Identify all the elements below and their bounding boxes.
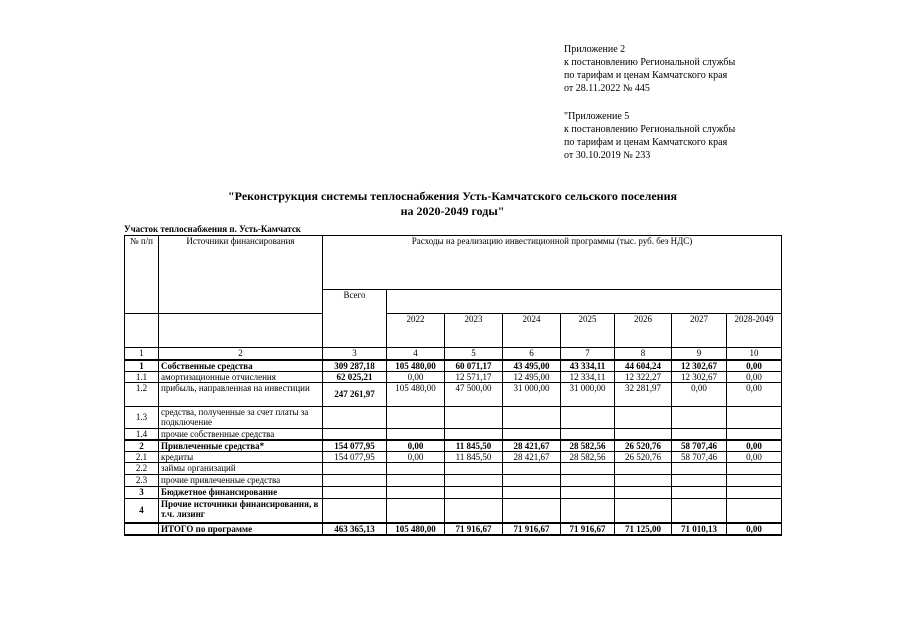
header-spacer <box>159 314 323 348</box>
col-number: 7 <box>561 348 615 360</box>
annex-previous-reference <box>564 110 735 162</box>
header-year: 2025 <box>561 314 615 348</box>
row-value: 0,00 <box>727 440 782 452</box>
annex-line: Приложение 2 <box>564 44 626 55</box>
row-value: 0,00 <box>727 523 782 535</box>
row-value: 105 480,00 <box>387 382 445 406</box>
row-num: 4 <box>125 498 159 523</box>
row-value <box>445 486 503 498</box>
row-value: 31 000,00 <box>503 382 561 406</box>
section-label: Участок теплоснабжения п. Усть-Камчатск <box>124 224 301 234</box>
row-value <box>445 428 503 440</box>
row-total: 154 077,95 <box>323 451 387 462</box>
row-value <box>387 428 445 440</box>
annex-current-reference <box>564 43 735 95</box>
row-num: 1.4 <box>125 428 159 440</box>
row-value: 31 000,00 <box>561 382 615 406</box>
row-value <box>445 406 503 428</box>
title-line-1: "Реконструкция системы теплоснабжения Усть-Камчатского сельского поселения <box>228 189 677 203</box>
row-value: 44 604,24 <box>615 360 672 372</box>
table-row <box>125 440 782 452</box>
row-value <box>615 498 672 523</box>
col-number: 5 <box>445 348 503 360</box>
row-value: 11 845,50 <box>445 440 503 452</box>
row-value: 43 334,11 <box>561 360 615 372</box>
financing-table <box>124 235 782 536</box>
table-row-total <box>125 523 782 535</box>
row-value <box>561 406 615 428</box>
row-total <box>323 498 387 523</box>
row-total: 463 365,13 <box>323 523 387 535</box>
table-row <box>125 451 782 462</box>
annex-line: от 30.10.2019 № 233 <box>564 150 651 161</box>
row-value: 0,00 <box>387 371 445 382</box>
row-value <box>727 486 782 498</box>
row-value: 12 322,27 <box>615 371 672 382</box>
row-value: 28 421,67 <box>503 440 561 452</box>
row-value <box>503 406 561 428</box>
row-value <box>445 462 503 474</box>
row-num: 1 <box>125 360 159 372</box>
row-value: 32 281,97 <box>615 382 672 406</box>
row-value: 12 495,00 <box>503 371 561 382</box>
row-value: 28 582,56 <box>561 440 615 452</box>
row-name: средства, полученные за счет платы за подключение <box>159 406 323 428</box>
col-number: 10 <box>727 348 782 360</box>
row-value <box>503 486 561 498</box>
row-value: 0,00 <box>727 360 782 372</box>
row-name: Прочие источники финансирования, в т.ч. лизинг <box>159 498 323 523</box>
row-value <box>727 428 782 440</box>
row-name: прочие привлеченные средства <box>159 474 323 486</box>
annex-line: к постановлению Региональной службы <box>564 57 736 68</box>
row-name: Бюджетное финансирование <box>159 486 323 498</box>
row-value: 60 071,17 <box>445 360 503 372</box>
row-name: амортизационные отчисления <box>159 371 323 382</box>
row-num: 1.3 <box>125 406 159 428</box>
row-value <box>503 428 561 440</box>
row-total: 62 025,21 <box>323 371 387 382</box>
row-value <box>387 474 445 486</box>
col-number: 2 <box>159 348 323 360</box>
row-value <box>672 474 727 486</box>
row-value <box>615 406 672 428</box>
row-num <box>125 523 159 535</box>
row-value: 0,00 <box>387 440 445 452</box>
row-value: 0,00 <box>727 382 782 406</box>
row-value <box>672 406 727 428</box>
row-value <box>727 406 782 428</box>
header-spacer <box>125 314 159 348</box>
row-value: 58 707,46 <box>672 451 727 462</box>
row-name: прочие собственные средства <box>159 428 323 440</box>
row-value <box>615 462 672 474</box>
annex-line: по тарифам и ценам Камчатского края <box>564 137 728 148</box>
col-number: 6 <box>503 348 561 360</box>
row-value <box>503 462 561 474</box>
header-year: 2023 <box>445 314 503 348</box>
header-expenses: Расходы на реализацию инвестиционной программы (тыс. руб. без НДС) <box>323 236 782 290</box>
row-value: 105 480,00 <box>387 523 445 535</box>
row-value <box>615 428 672 440</box>
row-value <box>727 474 782 486</box>
table-row <box>125 360 782 372</box>
row-num: 2.2 <box>125 462 159 474</box>
row-value: 43 495,00 <box>503 360 561 372</box>
row-value: 12 334,11 <box>561 371 615 382</box>
annex-line: к постановлению Региональной службы <box>564 124 736 135</box>
table-row <box>125 428 782 440</box>
row-num: 2.3 <box>125 474 159 486</box>
row-value <box>615 486 672 498</box>
row-value <box>615 474 672 486</box>
row-value <box>561 462 615 474</box>
row-value: 71 010,13 <box>672 523 727 535</box>
row-num: 2.1 <box>125 451 159 462</box>
row-value: 0,00 <box>672 382 727 406</box>
row-value <box>445 498 503 523</box>
table-row <box>125 462 782 474</box>
row-value <box>561 498 615 523</box>
row-value: 71 125,00 <box>615 523 672 535</box>
table-row <box>125 474 782 486</box>
col-number: 8 <box>615 348 672 360</box>
row-value <box>503 474 561 486</box>
row-total <box>323 406 387 428</box>
row-value: 28 582,56 <box>561 451 615 462</box>
header-num: № п/п <box>125 236 159 314</box>
column-number-row <box>125 348 782 360</box>
row-value: 71 916,67 <box>503 523 561 535</box>
row-total <box>323 474 387 486</box>
row-num: 1.1 <box>125 371 159 382</box>
header-sources: Источники финансирования <box>159 236 323 314</box>
annex-line: "Приложение 5 <box>564 111 630 122</box>
row-value: 71 916,67 <box>561 523 615 535</box>
row-value: 71 916,67 <box>445 523 503 535</box>
row-value: 0,00 <box>387 451 445 462</box>
header-year: 2027 <box>672 314 727 348</box>
annex-line: по тарифам и ценам Камчатского края <box>564 70 728 81</box>
row-value <box>561 474 615 486</box>
row-value <box>672 498 727 523</box>
title-line-2: на 2020-2049 годы" <box>400 204 505 218</box>
table-row <box>125 371 782 382</box>
row-value: 47 500,00 <box>445 382 503 406</box>
row-value: 11 845,50 <box>445 451 503 462</box>
row-total <box>323 462 387 474</box>
row-name: ИТОГО по программе <box>159 523 323 535</box>
row-name: прибыль, направленная на инвестиции <box>159 382 323 406</box>
row-total: 309 287,18 <box>323 360 387 372</box>
row-value <box>727 498 782 523</box>
row-num: 3 <box>125 486 159 498</box>
row-value: 12 302,67 <box>672 360 727 372</box>
table-row <box>125 406 782 428</box>
col-number: 1 <box>125 348 159 360</box>
row-total <box>323 428 387 440</box>
table-row <box>125 486 782 498</box>
row-value: 0,00 <box>727 451 782 462</box>
row-value: 28 421,67 <box>503 451 561 462</box>
table-row <box>125 498 782 523</box>
row-name: кредиты <box>159 451 323 462</box>
row-value: 26 520,76 <box>615 440 672 452</box>
row-num: 1.2 <box>125 382 159 406</box>
header-total: Всего <box>323 290 387 348</box>
row-name: Собственные средства <box>159 360 323 372</box>
annex-line: от 28.11.2022 № 445 <box>564 83 650 94</box>
row-total: 154 077,95 <box>323 440 387 452</box>
row-value: 26 520,76 <box>615 451 672 462</box>
row-name: Привлеченные средства* <box>159 440 323 452</box>
col-number: 3 <box>323 348 387 360</box>
row-total: 247 261,97 <box>323 382 387 406</box>
document-title <box>120 189 785 219</box>
row-value <box>727 462 782 474</box>
row-value <box>387 406 445 428</box>
row-value: 12 302,67 <box>672 371 727 382</box>
row-num: 2 <box>125 440 159 452</box>
row-value: 58 707,46 <box>672 440 727 452</box>
table-row <box>125 382 782 406</box>
row-value <box>387 462 445 474</box>
row-value <box>561 428 615 440</box>
row-name: займы организаций <box>159 462 323 474</box>
header-year: 2022 <box>387 314 445 348</box>
row-value <box>387 498 445 523</box>
row-value: 105 480,00 <box>387 360 445 372</box>
row-value <box>672 486 727 498</box>
row-value <box>445 474 503 486</box>
col-number: 4 <box>387 348 445 360</box>
header-year: 2026 <box>615 314 672 348</box>
row-value <box>503 498 561 523</box>
col-number: 9 <box>672 348 727 360</box>
row-total <box>323 486 387 498</box>
row-value <box>387 486 445 498</box>
header-year: 2028-2049 <box>727 314 782 348</box>
row-value <box>672 462 727 474</box>
row-value <box>672 428 727 440</box>
header-year: 2024 <box>503 314 561 348</box>
header-years-blank <box>387 290 782 314</box>
row-value <box>561 486 615 498</box>
row-value: 12 571,17 <box>445 371 503 382</box>
row-value: 0,00 <box>727 371 782 382</box>
